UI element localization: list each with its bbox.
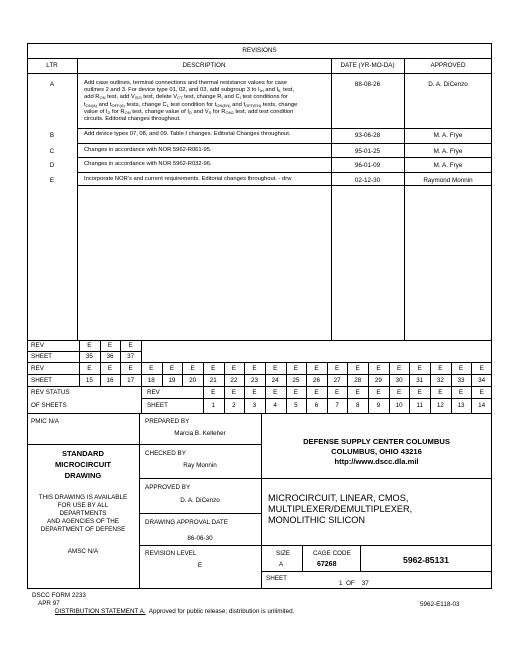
sheet-cell: 28 bbox=[354, 376, 362, 384]
revision-description-line: Changes in accordance with NOR 5962-R061-95. bbox=[84, 147, 212, 153]
rev-cell: E bbox=[87, 342, 92, 349]
rev-cell: E bbox=[273, 388, 278, 396]
rev-cell: E bbox=[335, 364, 340, 372]
revision-description bbox=[84, 161, 328, 168]
revision-description-line: add $R_{ON}$ test, add $V_{ISO}$ test, delete $V_{CT}$ test, change $R_I$ and $C_I$ test conditions for bbox=[84, 94, 288, 101]
rev-cell: E bbox=[335, 388, 340, 396]
size-value: A bbox=[279, 561, 284, 568]
sheet-cell: 25 bbox=[292, 376, 300, 384]
sheet-cell: 13 bbox=[457, 402, 465, 409]
rev-cell: E bbox=[293, 388, 298, 396]
document-code: 5962-E118-03 bbox=[420, 601, 460, 608]
sheet-cell: 30 bbox=[395, 376, 403, 384]
revision-approver: D. A. DiCenzo bbox=[428, 81, 468, 88]
rev-cell: E bbox=[396, 364, 402, 372]
rev-cell: E bbox=[211, 364, 216, 372]
sheet-cell: 4 bbox=[273, 402, 277, 409]
standard-line-3: DRAWING bbox=[64, 471, 102, 480]
sheet-label: SHEET bbox=[266, 575, 287, 582]
revision-approver: M. A. Frye bbox=[433, 148, 463, 155]
availability-1: THIS DRAWING IS AVAILABLE bbox=[38, 494, 128, 501]
revision-date: 96-01-09 bbox=[354, 162, 381, 169]
form-number: DSCC FORM 2233 bbox=[32, 592, 86, 599]
drawing-title-2: MULTIPLEXER/DEMULTIPLEXER, bbox=[268, 504, 413, 514]
size-label: SIZE bbox=[276, 550, 290, 557]
form-date: APR 97 bbox=[38, 600, 60, 607]
sheet-cell: 18 bbox=[147, 376, 155, 384]
sheet-cell: 21 bbox=[209, 376, 217, 384]
sheet-cell: 36 bbox=[106, 353, 114, 360]
checked-by-name: Ray Monnin bbox=[183, 462, 217, 469]
grid-line bbox=[141, 386, 142, 413]
sheet-cell: 1 bbox=[211, 402, 215, 409]
revision-ltr: A bbox=[49, 81, 55, 88]
revision-row-divider bbox=[77, 128, 492, 129]
header-date: DATE (YR-MO-DA) bbox=[340, 62, 395, 69]
revision-description-line: Add case outlines, terminal connections and thermal resistance values for case bbox=[84, 80, 287, 86]
sheet-cell: 32 bbox=[436, 376, 444, 384]
sheet-cell: 19 bbox=[168, 376, 176, 384]
prepared-by-label: PREPARED BY bbox=[145, 418, 190, 425]
agency-name: DEFENSE SUPPLY CENTER COLUMBUS bbox=[303, 437, 450, 446]
sheet-cell: 26 bbox=[312, 376, 320, 384]
drawing-title-3: MONOLITHIC SILICON bbox=[268, 515, 365, 525]
prepared-by-name: Marcia B. Kelleher bbox=[174, 430, 226, 437]
sheet-cell: 37 bbox=[127, 353, 135, 360]
rev-cell: E bbox=[169, 364, 175, 372]
sheet-row-label: SHEET bbox=[31, 353, 52, 360]
sheet-cell: 20 bbox=[189, 376, 197, 384]
revision-description bbox=[84, 176, 328, 183]
rev-cell: E bbox=[458, 364, 464, 372]
standard-line-1: STANDARD bbox=[61, 449, 105, 458]
standard-line-2: MICROCIRCUIT bbox=[54, 460, 112, 469]
rev-cell: E bbox=[231, 388, 236, 396]
rev-cell: E bbox=[417, 364, 422, 372]
rev-cell: E bbox=[438, 388, 443, 396]
rev-cell: E bbox=[231, 364, 236, 372]
cage-code-value: 67268 bbox=[317, 561, 337, 568]
rev-cell: E bbox=[417, 388, 422, 396]
rev-cell: E bbox=[479, 388, 484, 396]
rev-cell: E bbox=[128, 364, 133, 372]
sheet-cell: 24 bbox=[271, 376, 279, 384]
grid-line bbox=[141, 340, 142, 362]
rev-cell: E bbox=[314, 388, 319, 396]
sheet-cell: 14 bbox=[478, 402, 486, 409]
availability-2: FOR USE BY ALL bbox=[57, 502, 109, 509]
revision-description-line: Changes in accordance with NOR 5962-R032-96. bbox=[84, 161, 212, 167]
rev-cell: E bbox=[107, 364, 113, 372]
revision-date: 88-08-26 bbox=[354, 81, 381, 88]
sheet-of-value: 1 OF 37 bbox=[339, 580, 369, 587]
sheet-cell: 8 bbox=[356, 402, 360, 409]
pmic-label: PMIC N/A bbox=[31, 418, 59, 425]
approval-date-label: DRAWING APPROVAL DATE bbox=[145, 519, 228, 526]
rev-cell: E bbox=[458, 388, 464, 396]
approval-date-value: 86-06-30 bbox=[187, 535, 213, 542]
checked-by-label: CHECKED BY bbox=[145, 450, 186, 457]
rev-cell: E bbox=[438, 364, 443, 372]
availability-3: DEPARTMENTS bbox=[59, 510, 107, 517]
cage-code-label: CAGE CODE bbox=[313, 550, 351, 557]
rev-cell: E bbox=[149, 364, 154, 372]
distribution-statement-label: DISTRIBUTION STATEMENT A. bbox=[55, 608, 146, 615]
rev-cell: E bbox=[107, 342, 113, 349]
rev-cell: E bbox=[376, 364, 381, 372]
revision-description-line: Add device types 07, 08, and 09. Table I changes. Editorial Changes throughout. bbox=[84, 131, 291, 137]
revision-ltr: E bbox=[49, 177, 55, 184]
revision-row-divider bbox=[77, 157, 492, 158]
revision-approver: M. A. Frye bbox=[433, 132, 463, 139]
sheet-cell: 5 bbox=[294, 402, 298, 409]
sheet-cell: 11 bbox=[416, 402, 423, 409]
sheet-cell: 12 bbox=[436, 402, 444, 409]
revision-description-line: Incorporate NOR’s and current requirements. Editorial changes throughout. - drw bbox=[84, 176, 292, 182]
drawing-number: 5962-85131 bbox=[403, 555, 449, 565]
drawing-title-1: MICROCIRCUIT, LINEAR, CMOS, bbox=[268, 493, 409, 503]
sheet-cell: 9 bbox=[376, 402, 381, 409]
revision-description-line: $t_{ON(A)}$ and $t_{OFF(A)}$ tests, change $C_L$ test condition for $t_{ON(EN)}$ and $t_{OFF(EN)}$ tests, change bbox=[84, 101, 298, 108]
rev-cell: E bbox=[190, 364, 195, 372]
sheet-cell: 34 bbox=[478, 376, 486, 384]
sheet-cell: 2 bbox=[232, 402, 236, 409]
availability-5: DEPARTMENT OF DEFENSE bbox=[40, 526, 126, 533]
rev-cell: E bbox=[396, 388, 402, 396]
revision-date: 93-06-28 bbox=[354, 132, 381, 139]
revision-description-line: value of $I_D$ for $R_{ON}$ test, change value of $I_D$ and $V_S$ for $R_{ON2}$ test, add test condition bbox=[84, 108, 294, 115]
revision-ltr: D bbox=[49, 162, 55, 169]
approved-by-name: D. A. DiCenzo bbox=[180, 497, 220, 504]
distribution-statement bbox=[55, 608, 294, 616]
header-approved: APPROVED bbox=[430, 62, 466, 69]
revision-row-divider bbox=[77, 172, 492, 173]
sheet-cell: 7 bbox=[335, 402, 339, 409]
rev-status-label: REV STATUS bbox=[31, 388, 70, 396]
distribution-statement-text: Approved for public release; distribution is unlimited. bbox=[145, 608, 295, 615]
rev-cell: E bbox=[314, 364, 319, 372]
revision-description bbox=[84, 80, 328, 123]
revision-ltr: B bbox=[49, 132, 55, 139]
sheet-cell: 6 bbox=[314, 402, 319, 409]
revision-description-line: circuits. Editorial changes throughout. bbox=[84, 116, 181, 123]
rev-cell: E bbox=[355, 388, 360, 396]
sheet-cell: 22 bbox=[230, 376, 238, 384]
amsc-label: AMSC N/A bbox=[67, 548, 99, 555]
sheet-cell: 27 bbox=[333, 376, 341, 384]
rev-row-label: REV bbox=[31, 364, 44, 372]
rev-row-label: REV bbox=[31, 342, 44, 349]
rev-cell: E bbox=[252, 364, 257, 372]
sheet-cell: 35 bbox=[85, 353, 93, 360]
sheet-cell: 16 bbox=[106, 376, 114, 384]
revision-row-divider bbox=[77, 143, 492, 144]
rev-cell: E bbox=[273, 364, 278, 372]
header-ltr: LTR bbox=[46, 62, 58, 69]
rev-cell: E bbox=[252, 388, 257, 396]
sheet-cell: 31 bbox=[416, 376, 424, 384]
revision-description-line: outlines 2 and 3. For device type 01, 02, and 03, add subgroup 3 to $I_{IH}$ and $I_{IL}$ test, bbox=[84, 87, 295, 94]
revision-description bbox=[84, 131, 328, 138]
availability-4: AND AGENCIES OF THE bbox=[47, 518, 119, 525]
revision-ltr: C bbox=[49, 148, 55, 155]
rev-cell: E bbox=[87, 364, 92, 372]
revision-level-label: REVISION LEVEL bbox=[145, 550, 197, 557]
approved-by-label: APPROVED BY bbox=[145, 484, 191, 491]
rev-cell: E bbox=[479, 364, 484, 372]
rev-cell: E bbox=[293, 364, 298, 372]
sheet-cell: 23 bbox=[251, 376, 259, 384]
revision-approver: M. A. Frye bbox=[433, 162, 463, 169]
of-sheets-label: OF SHEETS bbox=[31, 402, 67, 409]
sheet-word: SHEET bbox=[146, 402, 168, 409]
agency-address: COLUMBUS, OHIO 43216 bbox=[331, 447, 422, 456]
sheet-cell: 3 bbox=[252, 402, 257, 409]
sheet-cell: 33 bbox=[457, 376, 465, 384]
rev-cell: E bbox=[355, 364, 360, 372]
sheet-row-label: SHEET bbox=[31, 376, 52, 384]
agency-url: http://www.dscc.dla.mil bbox=[334, 457, 419, 466]
revision-level-value: E bbox=[197, 562, 203, 569]
sheet-cell: 29 bbox=[374, 376, 382, 384]
revision-description bbox=[84, 147, 328, 154]
sheet-cell: 15 bbox=[85, 376, 93, 384]
sheet-cell: 17 bbox=[127, 376, 135, 384]
revisions-title: REVISIONS bbox=[242, 47, 277, 54]
header-description: DESCRIPTION bbox=[182, 62, 226, 69]
rev-cell: E bbox=[128, 342, 133, 349]
revision-approver: Raymond Monnin bbox=[423, 177, 473, 184]
rev-cell: E bbox=[376, 388, 381, 396]
rev-cell: E bbox=[211, 388, 216, 396]
sheet-cell: 10 bbox=[395, 402, 403, 409]
revision-date: 02-12-30 bbox=[354, 177, 381, 184]
revision-date: 95-01-25 bbox=[354, 148, 381, 155]
revision-row-divider bbox=[77, 185, 492, 186]
rev-word: REV bbox=[146, 388, 160, 396]
